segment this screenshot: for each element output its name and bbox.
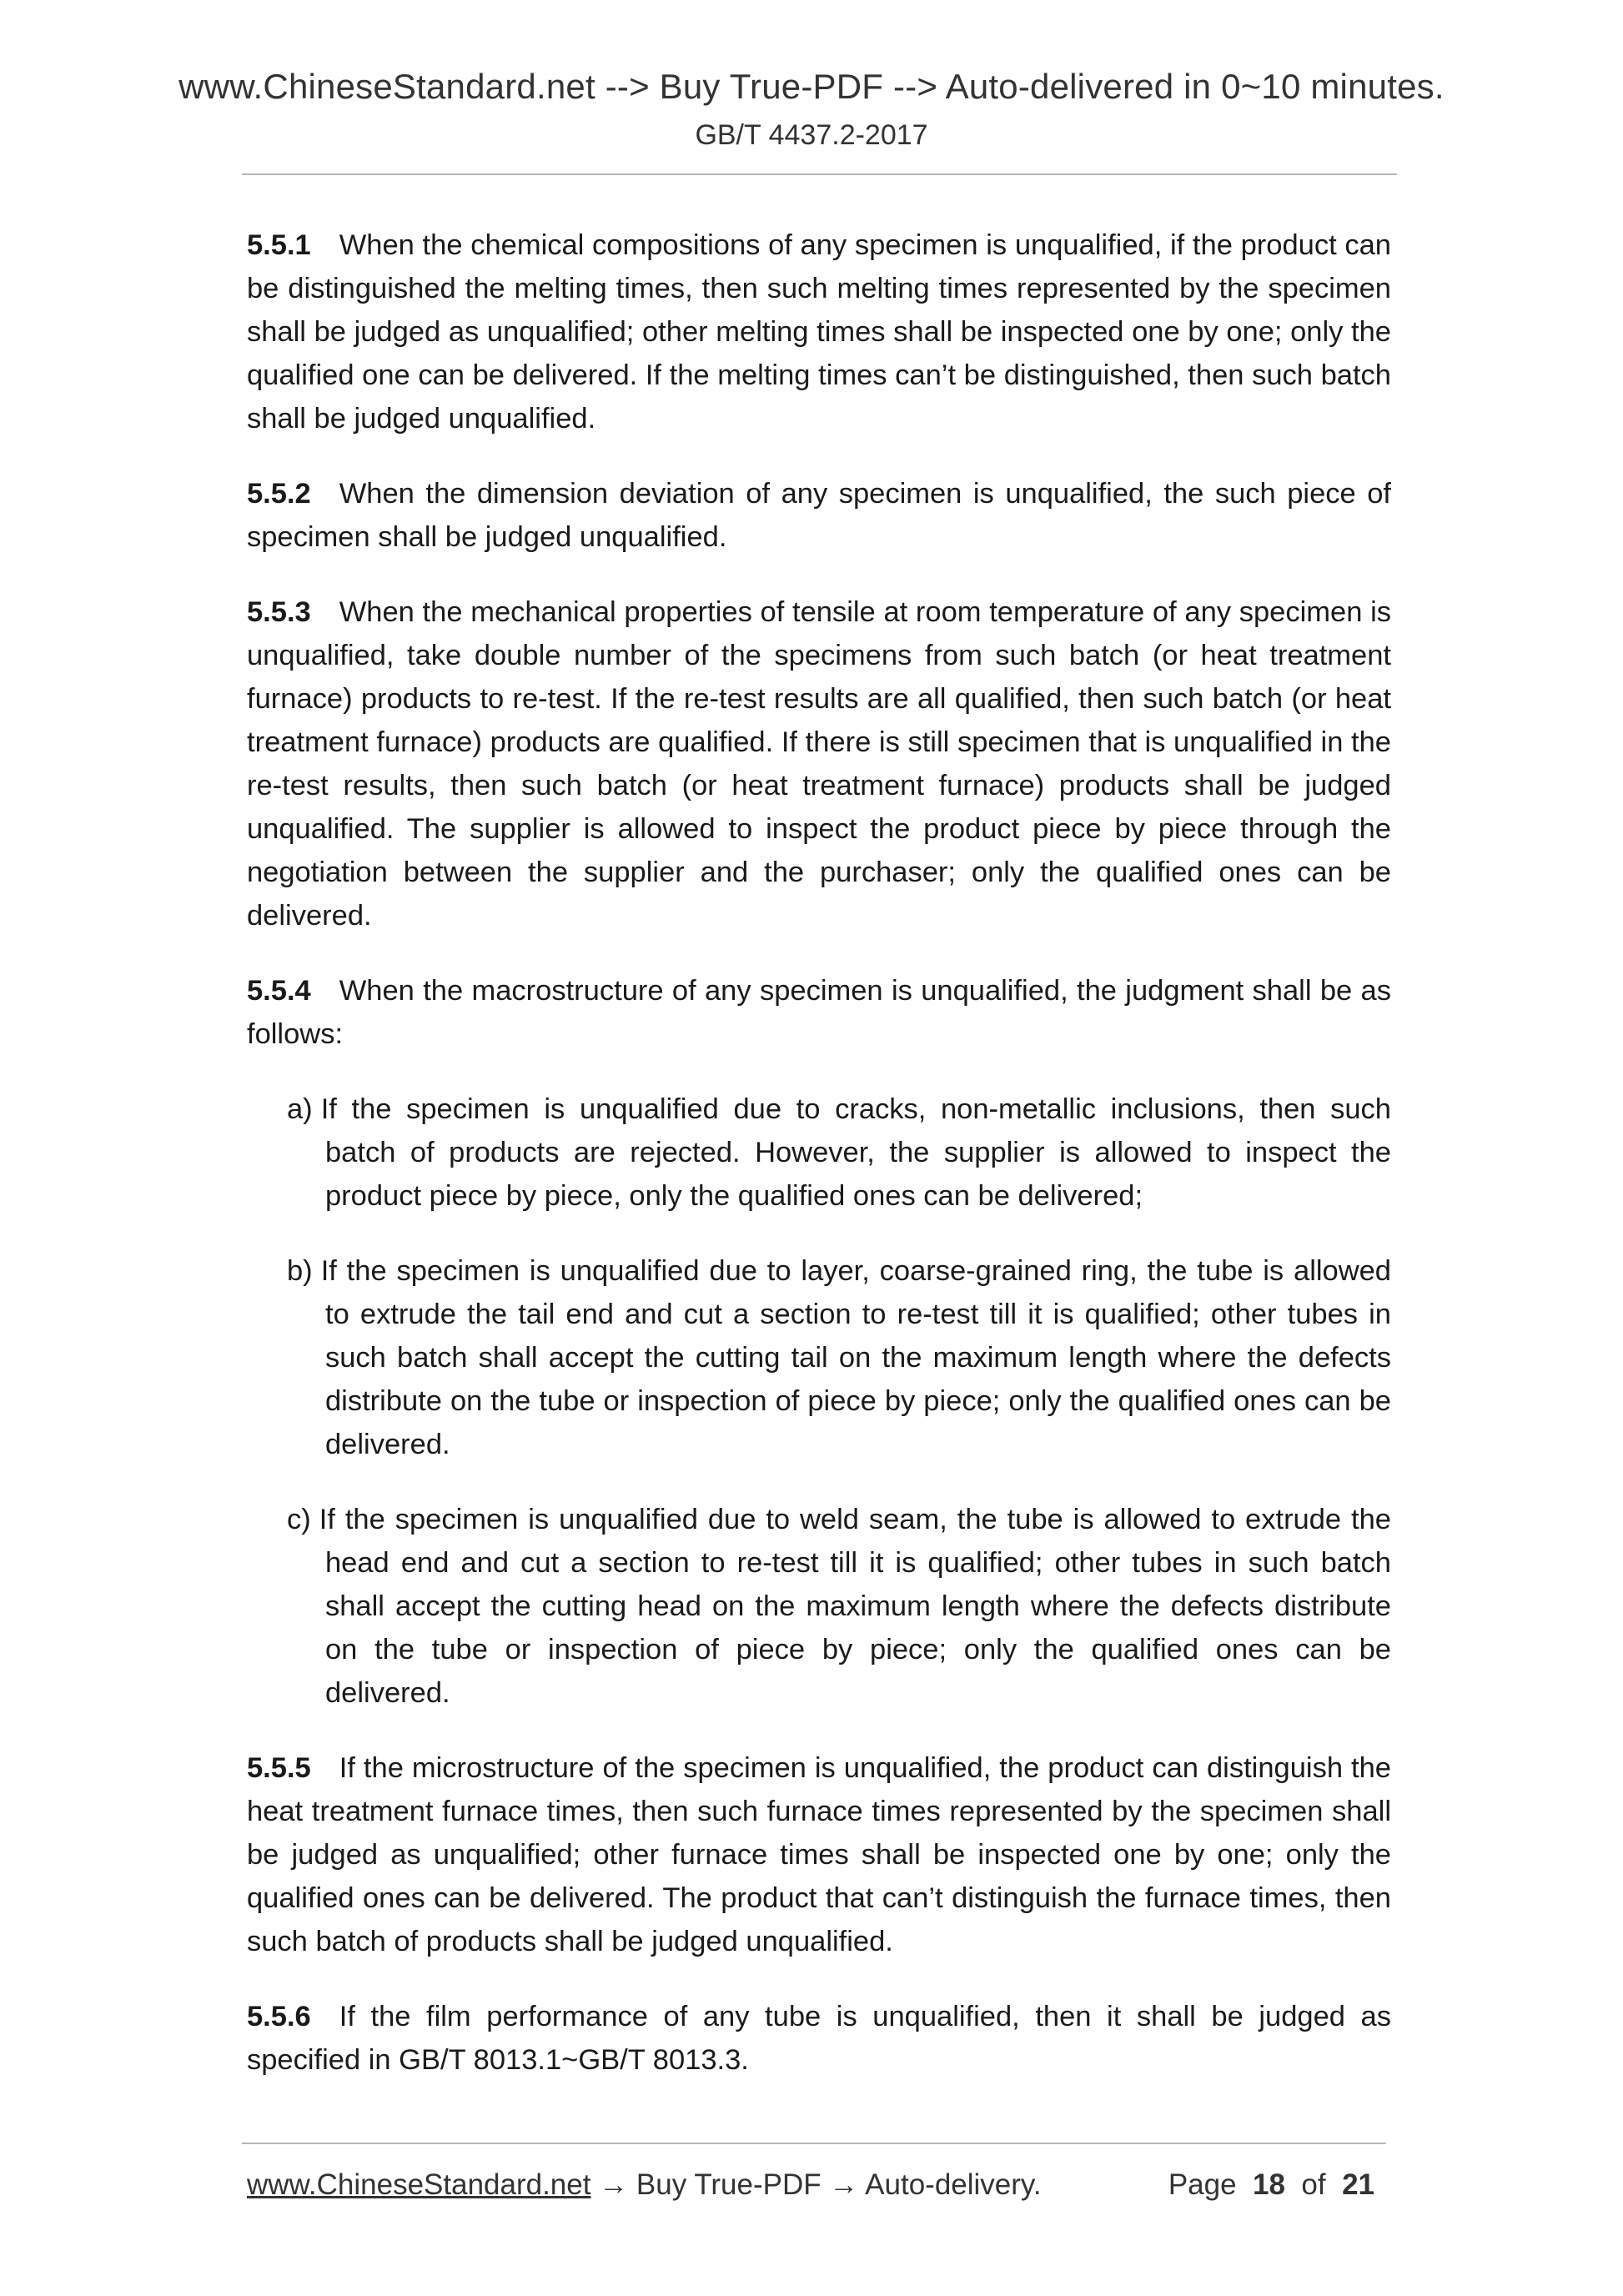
clause-5-5-6: [247, 1995, 1391, 2082]
footer-divider: [242, 2143, 1386, 2144]
page-indicator: [1168, 2165, 1374, 2205]
list-item-text: If the specimen is unqualified due to layer, coarse-grained ring, the tube is allowed to extrude the tail end and cut a section to re-test till it is qualified; other tubes in such batch shall accept the cutting tail on the maximum length where the defects distribute on the tube or inspection of piece by piece; only the qualified ones can be delivered.: [320, 1255, 1391, 1460]
header-standard-code: GB/T 4437.2-2017: [695, 119, 928, 151]
clause-number: 5.5.1: [247, 229, 311, 261]
footer-site-link[interactable]: www.ChineseStandard.net: [247, 2168, 591, 2201]
clause-text: If the film performance of any tube is unqualified, then it shall be judged as specified in GB/T 8013.1~GB/T 8013.3.: [247, 2001, 1391, 2076]
clause-5-5-2: [247, 472, 1391, 559]
clause-5-5-3: [247, 590, 1391, 937]
clause-number: 5.5.2: [247, 478, 311, 510]
list-marker: a): [287, 1093, 313, 1125]
clause-number: 5.5.6: [247, 2001, 311, 2032]
clause-number: 5.5.5: [247, 1752, 311, 1784]
page-label: Page: [1168, 2168, 1237, 2201]
list-item-b: [287, 1249, 1391, 1466]
clause-5-5-1: [247, 224, 1391, 440]
clause-5-5-4: [247, 969, 1391, 1056]
footer-promo: [247, 2165, 1042, 2205]
clause-text: When the macrostructure of any specimen is unqualified, the judgment shall be as follows:: [247, 975, 1391, 1050]
clause-5-5-5: [247, 1746, 1391, 1963]
clause-number: 5.5.4: [247, 975, 311, 1007]
total-pages-number: 21: [1342, 2168, 1374, 2201]
header-promo-text: www.ChineseStandard.net --> Buy True-PDF --> Auto-delivered in 0~10 minutes.: [178, 67, 1445, 106]
of-label: of: [1301, 2168, 1326, 2201]
clause-text: When the chemical compositions of any specimen is unqualified, if the product can be distinguished the melting times, then such melting times represented by the specimen shall be judged as unqualified; other melting times shall be inspected one by one; only the qualified one can be delivered. If the melting times can’t be distinguished, then such batch shall be judged unqualified.: [247, 229, 1391, 435]
clause-number: 5.5.3: [247, 596, 311, 628]
list-item-a: [287, 1088, 1391, 1218]
list-item-text: If the specimen is unqualified due to cracks, non-metallic inclusions, then such batch of products are rejected. However, the supplier is allowed to inspect the product piece by piece, only the qualified ones can be delivered;: [320, 1093, 1391, 1212]
list-item-text: If the specimen is unqualified due to weld seam, the tube is allowed to extrude the head end and cut a section to re-test till it is qualified; other tubes in such batch shall accept the cutting head on the maximum length where the defects distribute on the tube or inspection of piece by piece; only the qualified ones can be delivered.: [319, 1504, 1391, 1709]
clause-text: If the microstructure of the specimen is unqualified, the product can distinguish the heat treatment furnace times, then such furnace times represented by the specimen shall be judged as unqualified; other furnace times shall be inspected one by one; only the qualified ones can be delivered. The product that can’t distinguish the furnace times, then such batch of products shall be judged unqualified.: [247, 1752, 1391, 1957]
page-header: [0, 65, 1623, 153]
header-divider: [242, 173, 1397, 175]
current-page-number: 18: [1253, 2168, 1285, 2201]
footer-tagline: → Buy True-PDF → Auto-delivery.: [590, 2168, 1042, 2201]
list-marker: c): [287, 1504, 311, 1535]
clause-text: When the mechanical properties of tensile at room temperature of any specimen is unqualified, take double number of the specimens from such batch (or heat treatment furnace) products to re-test. If the re-test results are all qualified, then such batch (or heat treatment furnace) products are qualified. If there is still specimen that is unqualified in the re-test results, then such batch (or heat treatment furnace) products shall be judged unqualified. The supplier is allowed to inspect the product piece by piece through the negotiation between the supplier and the purchaser; only the qualified ones can be delivered.: [247, 596, 1391, 932]
list-marker: b): [287, 1255, 313, 1287]
clause-text: When the dimension deviation of any specimen is unqualified, the such piece of specimen shall be judged unqualified.: [247, 478, 1391, 553]
list-item-c: [287, 1498, 1391, 1715]
document-body: [247, 224, 1391, 2113]
